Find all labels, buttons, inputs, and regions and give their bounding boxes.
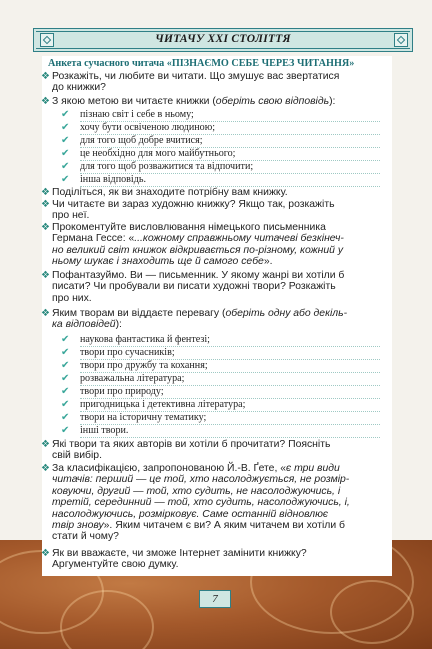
checkmark-icon: ✔	[61, 174, 70, 185]
section-title: ЧИТАЧУ XXI СТОЛІТТЯ	[155, 33, 291, 45]
option-item: ✔ твори про природу;	[80, 386, 380, 399]
question-7: ❖ Яким творам ви віддаєте перевагу (оберіть одну або декіль- ка відповідей):	[41, 308, 348, 331]
option-item: ✔ розважальна література;	[80, 373, 380, 386]
checkmark-icon: ✔	[61, 122, 70, 133]
option-item: ✔ для того щоб розважитися та відпочити;	[80, 161, 380, 174]
diamond-bullet-icon: ❖	[41, 187, 50, 198]
diamond-bullet-icon: ❖	[41, 548, 50, 559]
diamond-bullet-icon: ❖	[41, 270, 50, 281]
diamond-bullet-icon: ❖	[41, 463, 50, 474]
option-item: ✔ твори про дружбу та кохання;	[80, 360, 380, 373]
option-item: ✔ твори на історичну тематику;	[80, 412, 380, 425]
survey-title: Анкета сучасного читача «ПІЗНАЄМО СЕБЕ ЧЕРЕЗ ЧИТАННЯ»	[48, 58, 355, 69]
checkmark-icon: ✔	[61, 135, 70, 146]
option-item: ✔ для того щоб добре вчитися;	[80, 135, 380, 148]
checkmark-icon: ✔	[61, 360, 70, 371]
question-4: ❖ Чи читаєте ви зараз художню книжку? Якщо так, розкажіть про неї.	[41, 199, 335, 222]
option-item: ✔ інші твори.	[80, 425, 380, 438]
question-8: ❖ Які твори та яких авторів ви хотіли б прочитати? Поясніть свій вибір.	[41, 439, 331, 462]
question-1: ❖ Розкажіть, чи любите ви читати. Що змушує вас звертатися до книжки?	[41, 71, 340, 94]
question-6: ❖ Пофантазуймо. Ви — письменник. У якому жанрі ви хотіли б писати? Чи пробували ви писати художні твори? Розкажіть про них.	[41, 270, 345, 304]
option-item: ✔ це необхідно для мого майбутнього;	[80, 148, 380, 161]
question-10: ❖ Як ви вважаєте, чи зможе Інтернет замінити книжку? Аргументуйте свою думку.	[41, 548, 307, 571]
question-9: ❖ За класифікацією, запропонованою Й.-В. Ґете, «є три види читачів: перший — це той, хто насолоджується, не розмір- ковуючи, другий — той, хто судить, не насолоджуючись, і третій, серединний — той, хто судить, насолоджуючись, і, насолоджуючись, розмірковує. Саме останній відновлює твір знову». Яким читачем є ви? А яким читачем ви хотіли б стати й чому?	[41, 463, 350, 543]
option-item: ✔ пізнаю світ і себе в ньому;	[80, 109, 380, 122]
checkmark-icon: ✔	[61, 412, 70, 423]
checkmark-icon: ✔	[61, 109, 70, 120]
page-number: 7	[199, 590, 231, 608]
checkmark-icon: ✔	[61, 386, 70, 397]
option-item: ✔ інша відповідь.	[80, 174, 380, 187]
option-item: ✔ пригодницька і детективна література;	[80, 399, 380, 412]
diamond-bullet-icon: ❖	[41, 439, 50, 450]
diamond-bullet-icon: ❖	[41, 222, 50, 233]
diamond-bullet-icon: ❖	[41, 308, 50, 319]
checkmark-icon: ✔	[61, 148, 70, 159]
checkmark-icon: ✔	[61, 334, 70, 345]
checkmark-icon: ✔	[61, 425, 70, 436]
checkmark-icon: ✔	[61, 161, 70, 172]
option-item: ✔ наукова фантастика й фентезі;	[80, 334, 380, 347]
question-5: ❖ Прокоментуйте висловлювання німецького письменника Германа Гессе: «...кожному справжньому читачеві безкінеч- но великий світ книжок відкривається по-різному, кожний у ньому шукає і знаходить ще й самого себе».	[41, 222, 344, 268]
option-item: ✔ твори про сучасників;	[80, 347, 380, 360]
diamond-bullet-icon: ❖	[41, 71, 50, 82]
question-3: ❖ Поділіться, як ви знаходите потрібну вам книжку.	[41, 187, 288, 198]
diamond-bullet-icon: ❖	[41, 199, 50, 210]
checkmark-icon: ✔	[61, 399, 70, 410]
diamond-bullet-icon: ❖	[41, 96, 50, 107]
checkmark-icon: ✔	[61, 373, 70, 384]
checkmark-icon: ✔	[61, 347, 70, 358]
option-item: ✔ хочу бути освіченою людиною;	[80, 122, 380, 135]
question-2: ❖ З якою метою ви читаєте книжки (оберіть свою відповідь):	[41, 96, 336, 107]
